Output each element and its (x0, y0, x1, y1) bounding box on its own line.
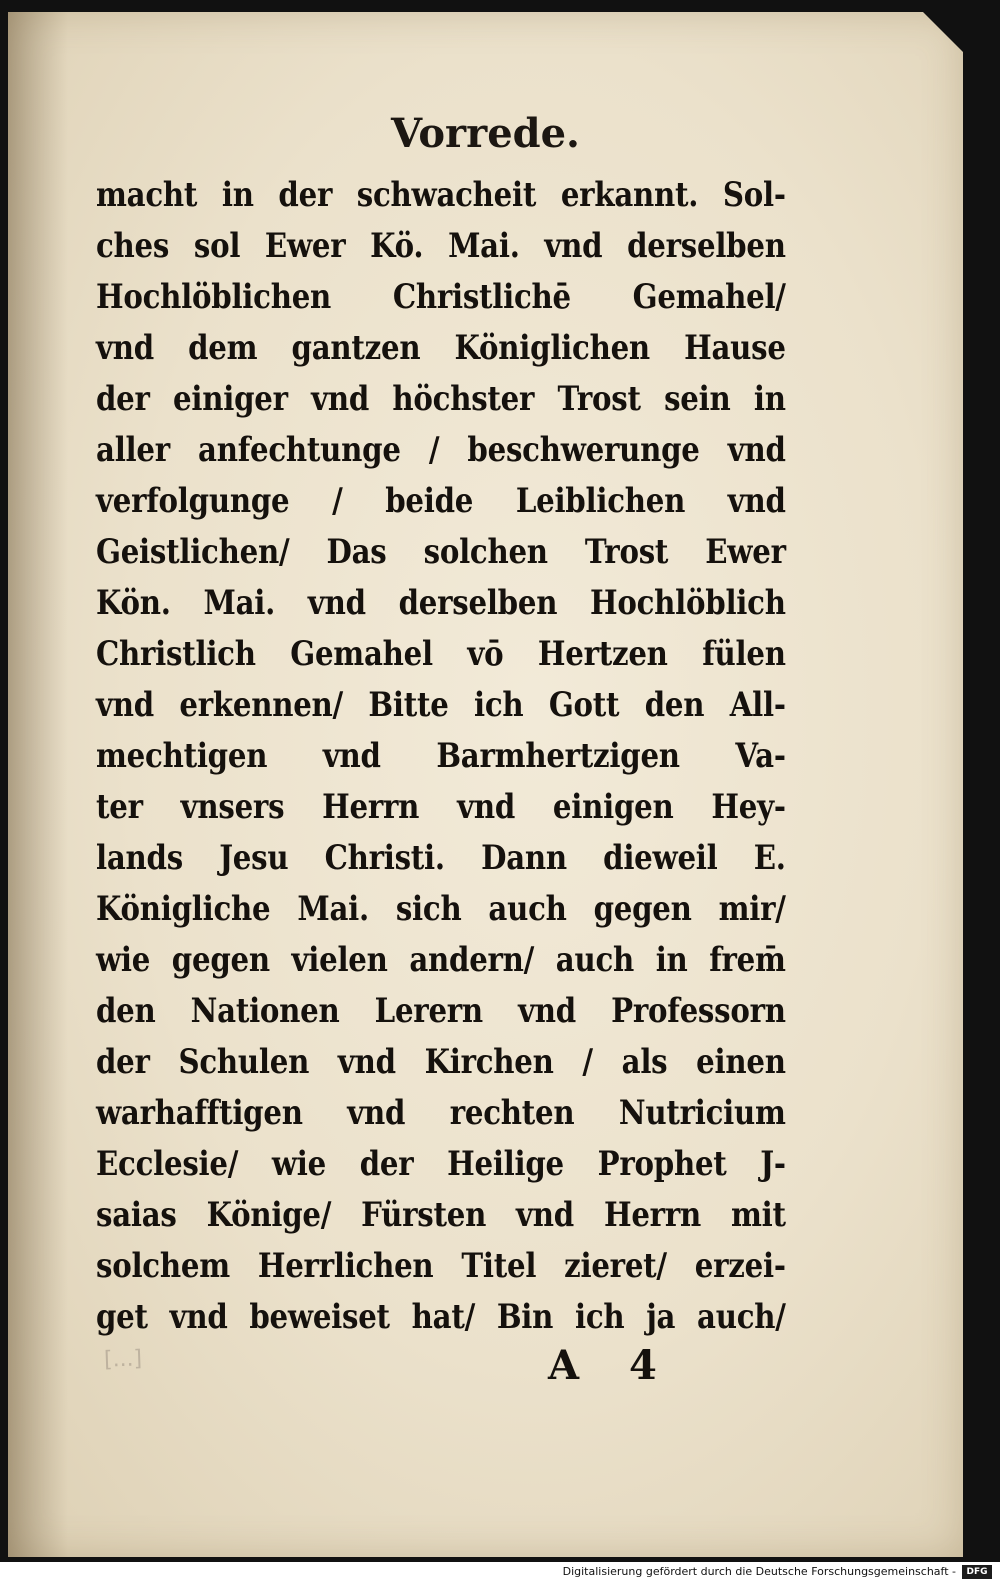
text-line: Hochlöblichen Christlichē Gemahel/ (96, 277, 786, 317)
text-line: Ecclesie/ wie der Heilige Prophet J- (96, 1144, 786, 1184)
text-line: ter vnsers Herrn vnd einigen Hey- (96, 787, 786, 827)
text-line: lands Jesu Christi. Dann dieweil E. (96, 838, 786, 878)
text-line: aller anfechtunge / beschwerunge vnd (96, 430, 786, 470)
digitization-credit: Digitalisierung gefördert durch die Deutsche Forschungsgemeinschaft - (562, 1565, 956, 1578)
text-line: der einiger vnd höchster Trost sein in (96, 379, 786, 419)
text-line: solchem Herrlichen Titel zieret/ erzei- (96, 1246, 786, 1286)
pencil-annotation: [...] (103, 1346, 143, 1373)
text-line: Königliche Mai. sich auch gegen mir/ (96, 889, 786, 929)
signature-mark: A 4 (548, 1342, 675, 1389)
book-page (8, 12, 963, 1557)
text-line: Christlich Gemahel vō Hertzen fülen (96, 634, 786, 674)
text-line: vnd erkennen/ Bitte ich Gott den All- (96, 685, 786, 725)
text-line: vnd dem gantzen Königlichen Hause (96, 328, 786, 368)
dfg-logo: DFG (962, 1565, 992, 1579)
text-line: verfolgunge / beide Leiblichen vnd (96, 481, 786, 521)
body-text (96, 170, 786, 1343)
text-line: mechtigen vnd Barmhertzigen Va- (96, 736, 786, 776)
text-line: wie gegen vielen andern/ auch in frem̄ (96, 940, 786, 980)
page-corner-fold (923, 12, 963, 52)
running-head: Vorrede. (391, 110, 580, 157)
text-line: der Schulen vnd Kirchen / als einen (96, 1042, 786, 1082)
text-line: get vnd beweiset hat/ Bin ich ja auch/ (96, 1297, 786, 1337)
text-line: warhafftigen vnd rechten Nutricium (96, 1093, 786, 1133)
text-line: saias Könige/ Fürsten vnd Herrn mit (96, 1195, 786, 1235)
text-line: den Nationen Lerern vnd Professorn (96, 991, 786, 1031)
text-line: Geistlichen/ Das solchen Trost Ewer (96, 532, 786, 572)
text-line: Kön. Mai. vnd derselben Hochlöblich (96, 583, 786, 623)
text-line: ches sol Ewer Kö. Mai. vnd derselben (96, 226, 786, 266)
page-gutter-shadow (8, 12, 68, 1557)
text-line: macht in der schwacheit erkannt. Sol- (96, 175, 786, 215)
